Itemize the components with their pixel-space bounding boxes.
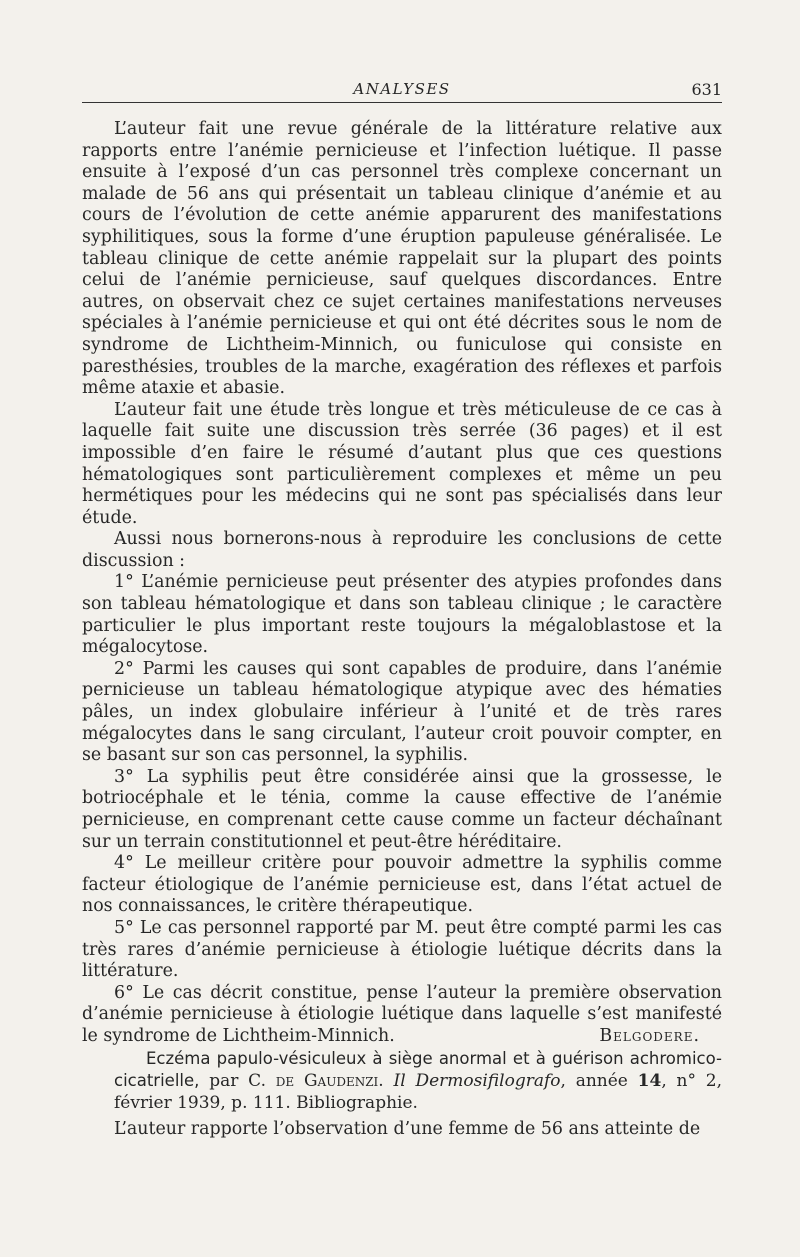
article-year-label: , année: [560, 1071, 638, 1092]
conclusion-3: 3° La syphilis peut être considérée ainsi que la grossesse, le botriocéphale et le ténia, comme la cause effective de l’anémie pernicieuse, en comprenant cette cause comme un facteur déchaînant sur un terrain constitutionnel et peut-être héréditaire.: [82, 766, 722, 852]
page-header: [82, 80, 722, 102]
conclusion-1: 1° L’anémie pernicieuse peut présenter des atypies profondes dans son tableau hématologique et dans son tableau clinique ; le caractère particulier le plus important reste toujours la mégaloblastose et la mégalocytose.: [82, 572, 722, 658]
article-body: [82, 119, 722, 1141]
article-sep: .: [378, 1071, 394, 1092]
article-author: C. de Gaudenzi: [248, 1071, 379, 1092]
final-paragraph: L’auteur rapporte l’observation d’une femme de 56 ans atteinte de: [114, 1119, 701, 1140]
paragraph: Aussi nous bornerons-nous à reproduire les conclusions de cette discussion :: [82, 529, 722, 571]
conclusion-6-text: 6° Le cas décrit constitue, pense l’auteur la première observation d’anémie pernicieuse à étiologie luétique dans laquelle s’est manifesté le syndrome de Lichtheim-Minnich.: [82, 982, 722, 1046]
article-volume: 14: [637, 1071, 662, 1092]
running-head: ANALYSES: [353, 80, 451, 98]
header-rule: [82, 102, 722, 103]
article-by: par: [199, 1071, 249, 1092]
page-number: 631: [691, 80, 722, 99]
paragraph: L’auteur fait une étude très longue et très méticuleuse de ce cas à laquelle fait suite une discussion très serrée (36 pages) et il est impossible d’en faire le résumé d’autant plus que ces questions hématologiques sont particulièrement complexes et même un peu hermétiques pour les médecins qui ne sont pas spécialisés dans leur étude.: [82, 399, 722, 528]
conclusion-2: 2° Parmi les causes qui sont capables de produire, dans l’anémie pernicieuse un tableau hématologique atypique avec des hématies pâles, un index globulaire inférieur à l’unité et de très rares mégalocytes dans le sang circulant, l’auteur croit pouvoir compter, en se basant sur son cas personnel, la syphilis.: [82, 658, 722, 766]
conclusion-5: 5° Le cas personnel rapporté par M. peut être compté parmi les cas très rares d’anémie pernicieuse à étiologie luétique décrits dans la littérature.: [82, 917, 722, 982]
article-reference: [82, 1048, 722, 1115]
article-issue: , n° 2, février 1939, p. 111. Bibliographie.: [114, 1071, 723, 1113]
conclusion-6: [82, 983, 722, 1048]
article-title: Eczéma papulo-vésiculeux à siège anormal et à guérison achromico-cicatrielle,: [114, 1048, 722, 1091]
page: [82, 0, 726, 1257]
signature: Belgodere.: [599, 1025, 700, 1046]
conclusion-4: 4° Le meilleur critère pour pouvoir admettre la syphilis comme facteur étiologique de l’anémie pernicieuse est, dans l’état actuel de nos connaissances, le critère thérapeutique.: [82, 853, 722, 917]
paragraph: L’auteur fait une revue générale de la littérature relative aux rapports entre l’anémie pernicieuse et l’infection luétique. Il passe ensuite à l’exposé d’un cas personnel très complexe concernant un malade de 56 ans qui présentait un tableau clinique d’anémie et au cours de l’évolution de cette anémie apparurent des manifestations syphilitiques, sous la forme d’une éruption papuleuse généralisée. Le tableau clinique de cette anémie rappelait sur la plupart des points celui de l’anémie pernicieuse, sauf quelques discordances. Entre autres, on observait chez ce sujet certaines manifestations nerveuses spéciales à l’anémie pernicieuse et qui ont été décrites sous le nom de syndrome de Lichtheim-Minnich, ou funiculose qui consiste en paresthésies, troubles de la marche, exagération des réflexes et parfois même ataxie et abasie.: [82, 119, 722, 399]
article-journal: Il Dermosifilografo: [393, 1071, 561, 1092]
